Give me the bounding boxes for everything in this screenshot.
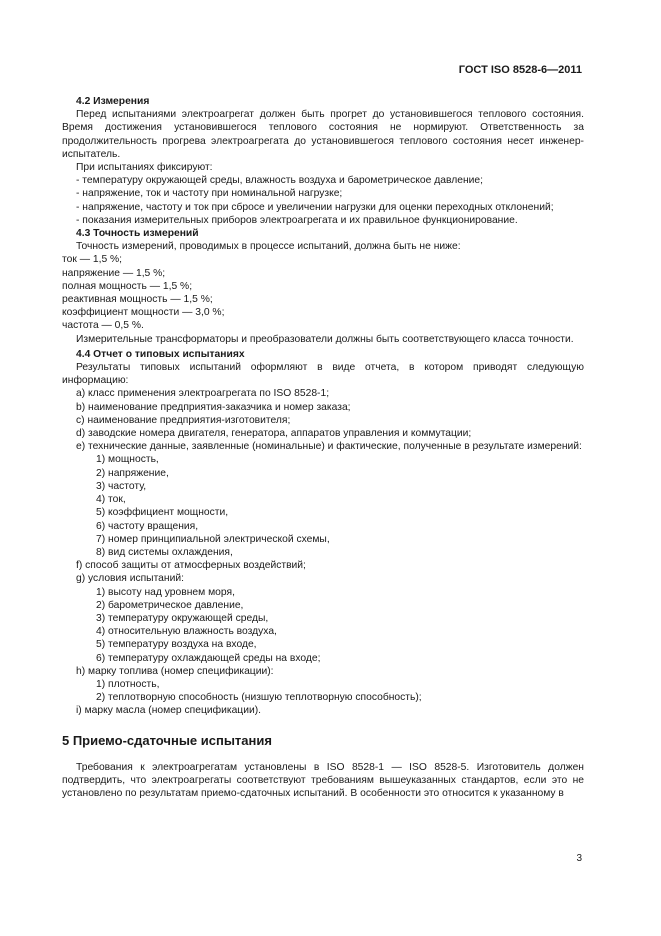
page-content: [62, 95, 584, 800]
section-4-2-title: 4.2 Измерения: [76, 96, 150, 107]
list-item: - температуру окружающей среды, влажность воздуха и барометрическое давление;: [76, 175, 483, 187]
section-4-4-title: 4.4 Отчет о типовых испытаниях: [76, 348, 245, 360]
list-item: частота — 0,5 %.: [62, 320, 144, 332]
list-item: a) класс применения электроагрегата по ISO 8528-1;: [76, 388, 330, 400]
document-header: ГОСТ ISO 8528-6—2011: [458, 64, 582, 76]
sub-list-item: 1) мощность,: [96, 454, 159, 466]
list-item: ток — 1,5 %;: [62, 254, 123, 266]
list-item: - напряжение, ток и частоту при номинальной нагрузке;: [76, 188, 343, 200]
list-item: h) марку топлива (номер спецификации):: [76, 665, 274, 677]
sub-list-item: 2) теплотворную способность (низшую теплотворную способность);: [96, 692, 422, 704]
list-item: - показания измерительных приборов электроагрегата и их правильное функционирование.: [76, 214, 518, 226]
list-item: i) марку масла (номер спецификации).: [76, 705, 261, 717]
sub-list-item: 7) номер принципиальной электрической схемы,: [96, 533, 330, 545]
sub-list-item: 2) напряжение,: [96, 467, 169, 479]
list-item: b) наименование предприятия-заказчика и номер заказа;: [76, 401, 351, 413]
list-item: c) наименование предприятия-изготовителя;: [76, 414, 291, 426]
sub-list-item: 5) температуру воздуха на входе,: [96, 639, 257, 651]
section-4-3-title: 4.3 Точность измерений: [76, 228, 199, 240]
sub-list-item: 3) частоту,: [96, 480, 147, 492]
sub-list-item: 2) барометрическое давление,: [96, 599, 244, 611]
sub-list-item: 3) температуру окружающей среды,: [96, 612, 269, 624]
sub-list-item: 5) коэффициент мощности,: [96, 507, 229, 519]
list-item: реактивная мощность — 1,5 %;: [62, 294, 213, 306]
list-item: коэффициент мощности — 3,0 %;: [62, 307, 225, 319]
paragraph: Точность измерений, проводимых в процессе испытаний, должна быть не ниже:: [76, 241, 461, 253]
paragraph: При испытаниях фиксируют:: [76, 162, 213, 174]
sub-list-item: 4) относительную влажность воздуха,: [96, 626, 277, 638]
list-item: e) технические данные, заявленные (номинальные) и фактические, полученные в результате измерений:: [76, 441, 582, 453]
paragraph: Требования к электроагрегатам установлены в ISO 8528-1 — ISO 8528-5. Изготовитель должен подтвердить, что электроагрегаты соответствуют требованиям вышеуказанных стандартов, если это не установлено по результатам приемо-сдаточных испытаний. В особенности это относится к указанному в: [62, 761, 584, 800]
section-5-title: 5 Приемо-сдаточные испытания: [62, 732, 272, 748]
list-item: f) способ защиты от атмосферных воздействий;: [76, 560, 306, 572]
sub-list-item: 8) вид системы охлаждения,: [96, 546, 233, 558]
list-item: полная мощность — 1,5 %;: [62, 280, 193, 292]
paragraph: Перед испытаниями электроагрегат должен быть прогрет до установившегося теплового состояния. Время достижения установившегося теплового состояния не нормируют. Ответственность за продолжительность прогрева электроагрегата до установившегося теплового состояния несет инженер-испытатель.: [62, 109, 584, 160]
sub-list-item: 6) частоту вращения,: [96, 520, 199, 532]
paragraph: Результаты типовых испытаний оформляют в виде отчета, в котором приводят следующую информацию:: [62, 362, 584, 387]
sub-list-item: 1) плотность,: [96, 678, 160, 690]
paragraph: Измерительные трансформаторы и преобразователи должны быть соответствующего класса точности.: [76, 333, 574, 345]
sub-list-item: 4) ток,: [96, 494, 126, 506]
sub-list-item: 1) высоту над уровнем моря,: [96, 586, 235, 598]
list-item: d) заводские номера двигателя, генератора, аппаратов управления и коммутации;: [76, 428, 472, 440]
page-number: 3: [576, 853, 582, 864]
list-item: напряжение — 1,5 %;: [62, 267, 166, 279]
sub-list-item: 6) температуру охлаждающей среды на входе;: [96, 652, 321, 664]
list-item: g) условия испытаний:: [76, 573, 184, 585]
list-item: - напряжение, частоту и ток при сбросе и увеличении нагрузки для оценки переходных отклонений;: [76, 201, 554, 213]
